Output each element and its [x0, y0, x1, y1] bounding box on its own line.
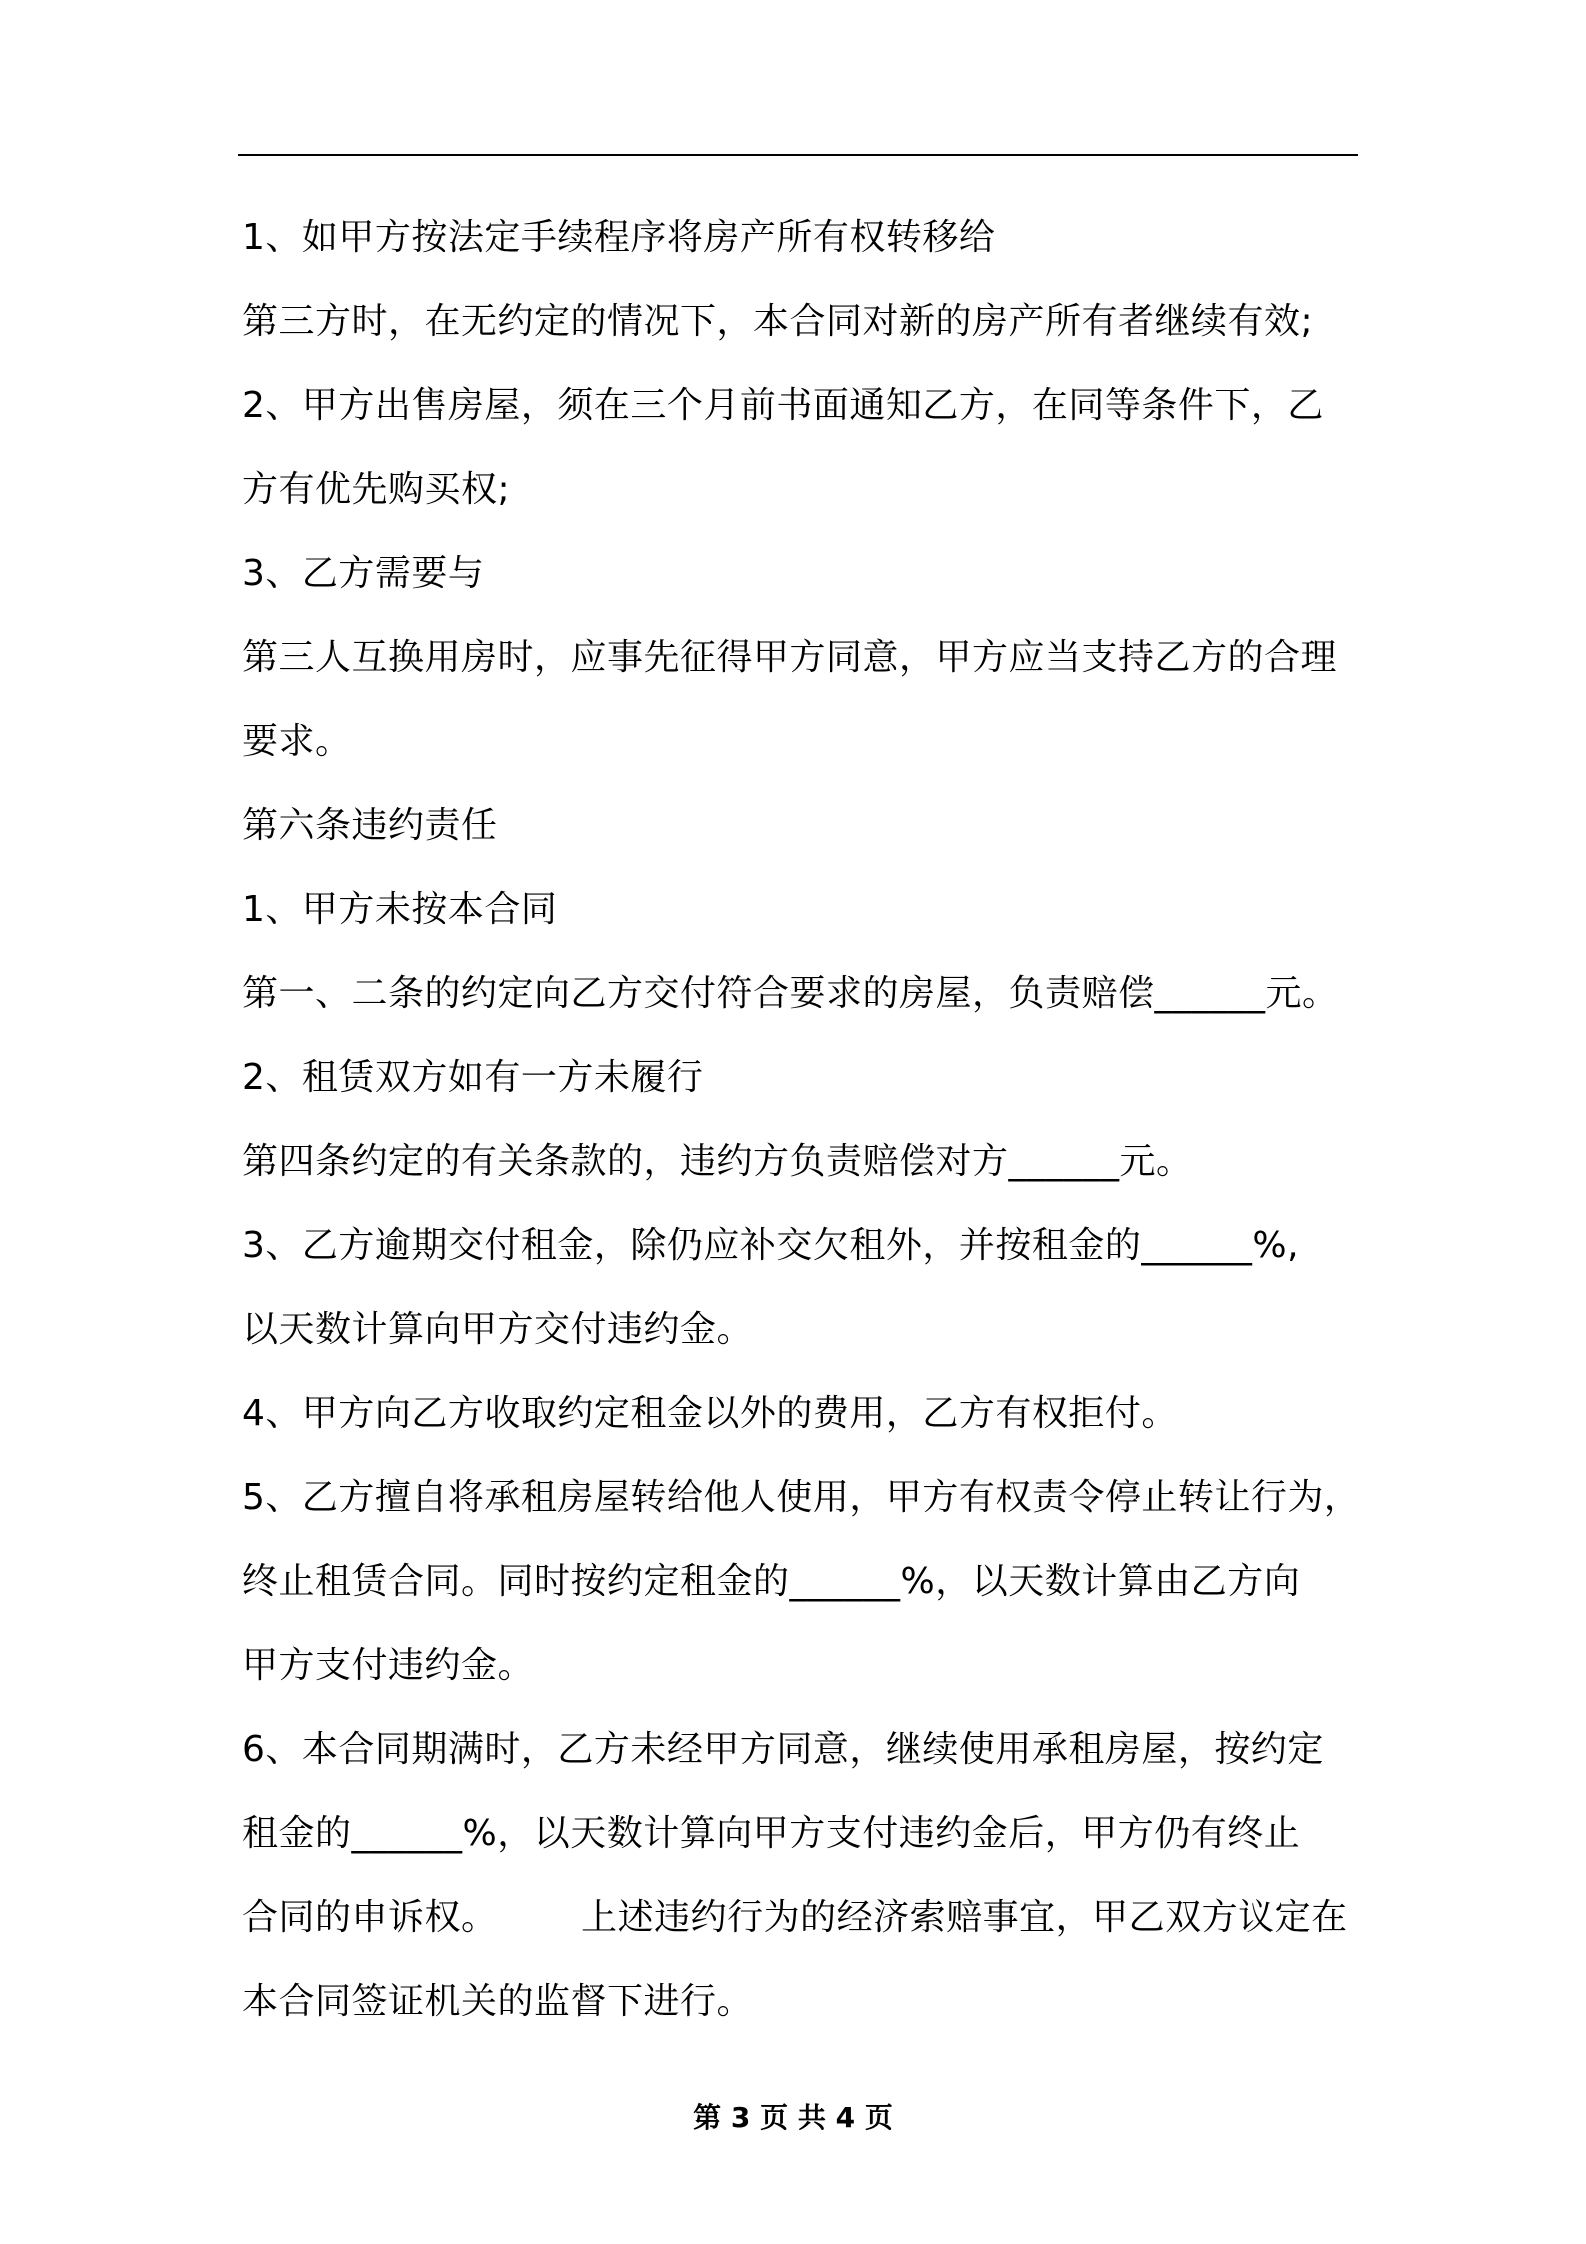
- text-line: 本合同签证机关的监督下进行。: [242, 1981, 754, 2022]
- text-line: 2、甲方出售房屋，须在三个月前书面通知乙方，在同等条件下，乙: [242, 385, 1324, 426]
- text-line: 第四条约定的有关条款的，违约方负责赔偿对方______元。: [242, 1141, 1193, 1182]
- text-line: 1、如甲方按法定手续程序将房产所有权转移给: [242, 217, 996, 258]
- text-line: 终止租赁合同。同时按约定租金的______%，以天数计算由乙方向: [242, 1561, 1301, 1602]
- section-heading: 第六条违约责任: [242, 805, 498, 846]
- text-line: 甲方支付违约金。: [242, 1645, 535, 1686]
- header-rule: [238, 154, 1358, 156]
- text-line: 3、乙方需要与: [242, 553, 485, 594]
- text-line: 6、本合同期满时，乙方未经甲方同意，继续使用承租房屋，按约定: [242, 1729, 1324, 1770]
- text-line: 租金的______%，以天数计算向甲方支付违约金后，甲方仍有终止: [242, 1813, 1301, 1854]
- text-line: 第三人互换用房时，应事先征得甲方同意，甲方应当支持乙方的合理: [242, 637, 1338, 678]
- text-line: 以天数计算向甲方交付违约金。: [242, 1309, 754, 1350]
- text-line: 1、甲方未按本合同: [242, 889, 558, 930]
- text-line: 2、租赁双方如有一方未履行: [242, 1057, 704, 1098]
- text-line: 合同的申诉权。 上述违约行为的经济索赔事宜，甲乙双方议定在: [242, 1897, 1348, 1938]
- text-line: 5、乙方擅自将承租房屋转给他人使用，甲方有权责令停止转让行为，: [242, 1477, 1361, 1518]
- page-number: 第 3 页 共 4 页: [693, 2101, 893, 2134]
- text-line: 要求。: [242, 721, 352, 762]
- document-body: [242, 196, 1382, 2044]
- text-line: 方有优先购买权;: [242, 469, 511, 510]
- text-line: 第一、二条的约定向乙方交付符合要求的房屋，负责赔偿______元。: [242, 973, 1339, 1014]
- text-line: 第三方时，在无约定的情况下，本合同对新的房产所有者继续有效;: [242, 301, 1314, 342]
- text-line: 3、乙方逾期交付租金，除仍应补交欠租外，并按租金的______%,: [242, 1225, 1300, 1266]
- text-line: 4、甲方向乙方收取约定租金以外的费用，乙方有权拒付。: [242, 1393, 1178, 1434]
